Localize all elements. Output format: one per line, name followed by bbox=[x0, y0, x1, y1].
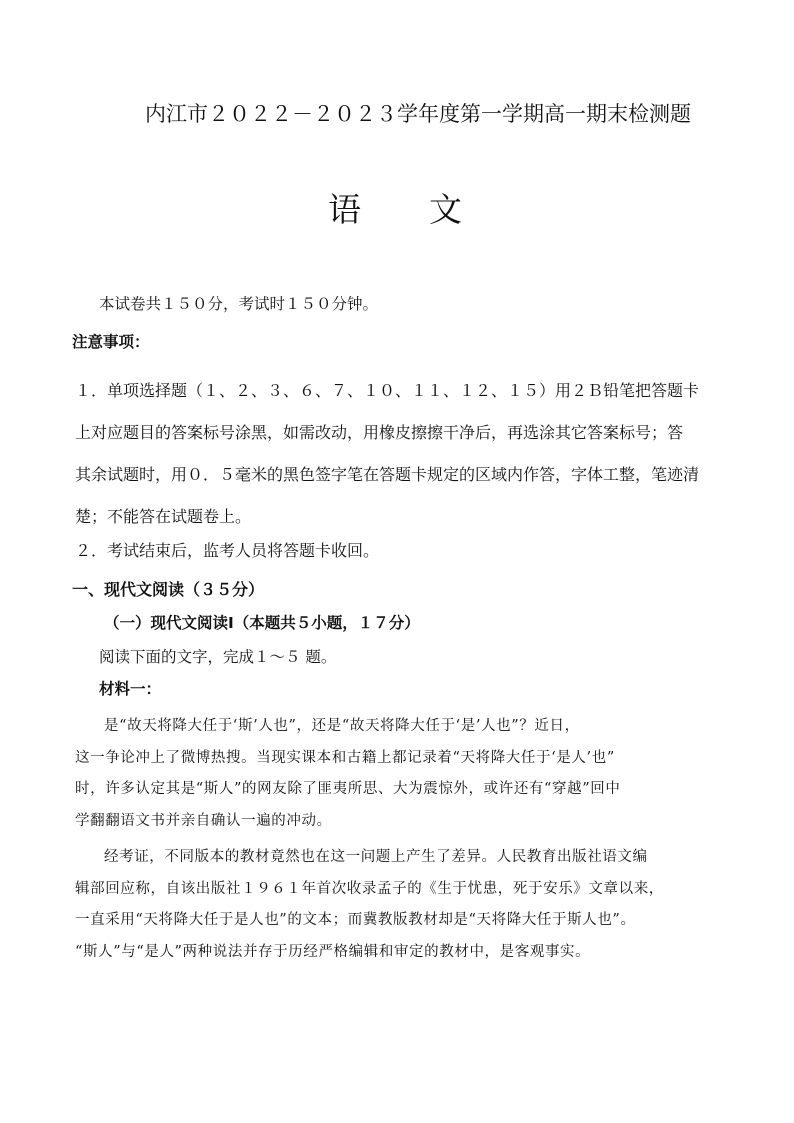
subsection-heading: （一）现代文阅读Ⅰ（本题共５小题，１７分） bbox=[104, 614, 420, 632]
notice-item-1 bbox=[75, 370, 725, 538]
paragraph-line: 一直采用“天将降大任于是人也”的文本；而冀教版教材却是“天将降大任于斯人也”。 bbox=[75, 912, 636, 928]
paragraph-line: 是“故天将降大任于‘斯’人也”，还是“故天将降大任于‘是’人也”？近日， bbox=[104, 718, 580, 734]
notice-item-1-line: 上对应题目的答案标号涂黑，如需改动，用橡皮擦擦干净后，再选涂其它答案标号；答 bbox=[75, 423, 684, 442]
notice-heading: 注意事项： bbox=[72, 333, 150, 351]
notice-item-1-line: 其余试题时，用０．５毫米的黑色签字笔在答题卡规定的区域内作答，字体工整，笔迹清 bbox=[75, 465, 700, 484]
exam-title: 内江市２０２２－２０２３学年度第一学期高一期末检测题 bbox=[145, 102, 691, 126]
subject-title: 语文 bbox=[328, 190, 530, 229]
notice-item-2: ２．考试结束后，监考人员将答题卡收回。 bbox=[75, 541, 380, 560]
reading-instruction: 阅读下面的文字，完成１～５ 题。 bbox=[99, 648, 337, 666]
notice-item-1-line: 楚；不能答在试题卷上。 bbox=[75, 507, 252, 526]
paragraph-line: 这一争论冲上了微博热搜。当现实课本和古籍上都记录着“天将降大任于‘是人’也” bbox=[75, 749, 615, 766]
paragraph-line: 经考证，不同版本的教材竟然也在这一问题上产生了差异。人民教育出版社语文编 bbox=[104, 849, 648, 865]
paragraph-line: “斯人”与“是人”两种说法并存于历经严格编辑和审定的教材中，是客观事实。 bbox=[75, 943, 591, 960]
paragraph-line: 学翻翻语文书并亲自确认一遍的冲动。 bbox=[75, 812, 332, 829]
section-heading: 一、现代文阅读（３５分） bbox=[72, 580, 265, 599]
material-label: 材料一： bbox=[99, 680, 162, 698]
notice-item-1-line: １．单项选择题（１、２、３、６、７、１０、１１、１２、１５）用２Ｂ铅笔把答题卡 bbox=[75, 381, 700, 400]
exam-intro: 本试卷共１５０分，考试时１５０分钟。 bbox=[99, 295, 379, 313]
material-paragraph-1 bbox=[75, 711, 725, 837]
paragraph-line: 辑部回应称，自该出版社１９６１年首次收录孟子的《生于忧患，死于安乐》文章以来， bbox=[75, 880, 664, 897]
paragraph-line: 时，许多认定其是“斯人”的网友除了匪夷所思、大为震惊外，或许还有“穿越”回中 bbox=[75, 781, 621, 797]
material-paragraph-2 bbox=[75, 842, 725, 968]
